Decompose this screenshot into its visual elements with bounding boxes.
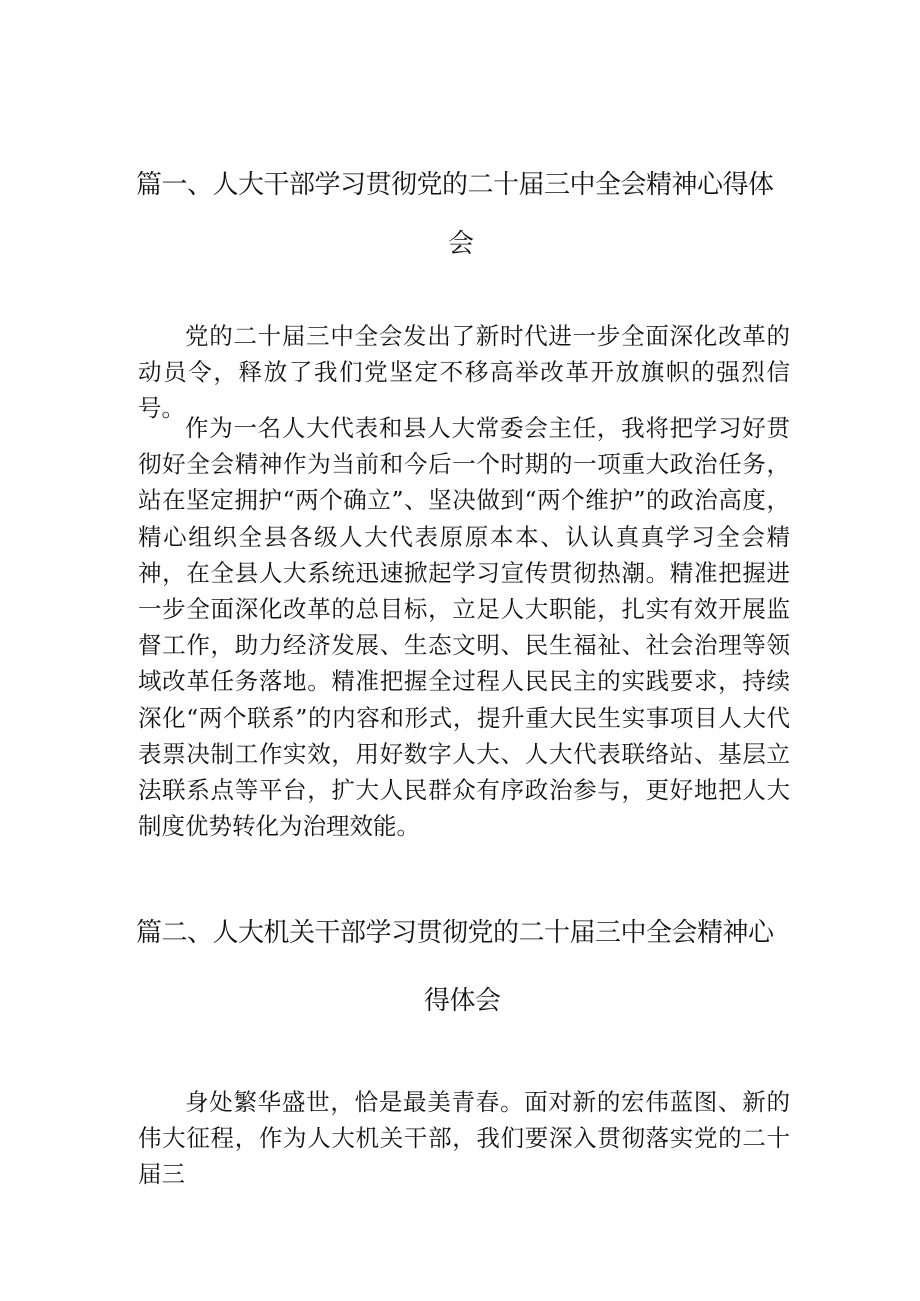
section2-title-line2: 得体会 [424,986,501,1016]
section2-paragraph-1: 身处繁华盛世，恰是最美青春。面对新的宏伟蓝图、新的伟大征程，作为人大机关干部，我们要深入贯彻落实党的二十届三 [138,1088,790,1189]
section1-title-line2: 会 [448,229,474,259]
section2-title-line1: 篇二、人大机关干部学习贯彻党的二十届三中全会精神心 [136,918,774,948]
section1-paragraph-2: 作为一名人大代表和县人大常委会主任，我将把学习好贯彻好全会精神作为当前和今后一个时期的一项重大政治任务，站在坚定拥护“两个确立”、坚决做到“两个维护”的政治高度，精心组织全县各级人大代表原原本本、认认真真学习全会精神，在全县人大系统迅速掀起学习宣传贯彻热潮。精准把握进一步全面深化改革的总目标，立足人大职能，扎实有效开展监督工作，助力经济发展、生态文明、民生福祉、社会治理等领域改革任务落地。精准把握全过程人民民主的实践要求，持续深化“两个联系”的内容和形式，提升重大民生实事项目人大代表票决制工作实效，用好数字人大、人大代表联络站、基层立法联系点等平台，扩大人民群众有序政治参与，更好地把人大制度优势转化为治理效能。 [138,414,790,841]
section1-paragraph-1: 党的二十届三中全会发出了新时代进一步全面深化改革的动员令，释放了我们党坚定不移高举改革开放旗帜的强烈信号。 [138,322,790,423]
section1-title-line1: 篇一、人大干部学习贯彻党的二十届三中全会精神心得体 [136,170,774,200]
